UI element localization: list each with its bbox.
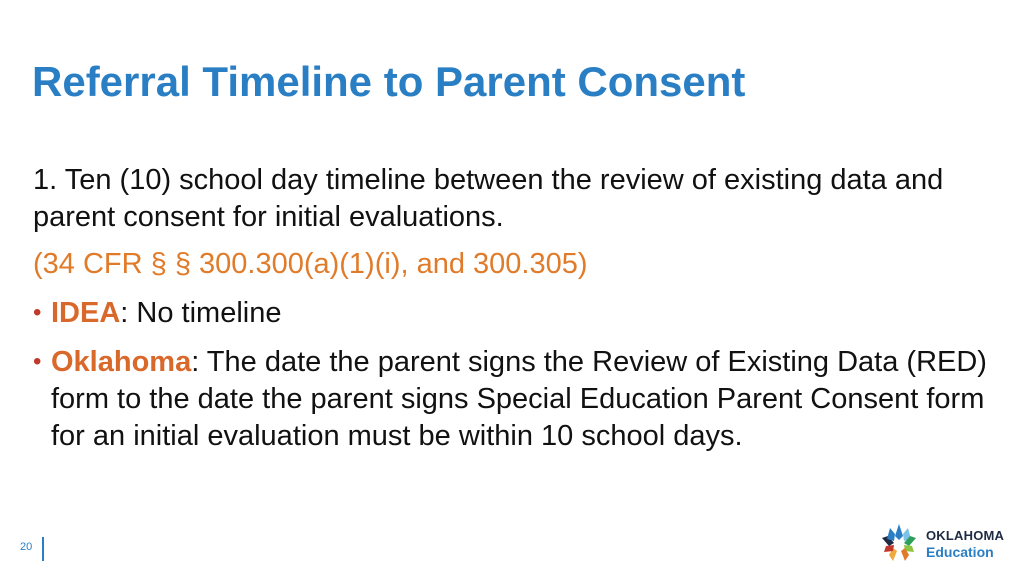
- regulation-citation: (34 CFR § § 300.300(a)(1)(i), and 300.305): [33, 248, 588, 280]
- oklahoma-education-logo: [878, 522, 1013, 566]
- bullet-term-idea: IDEA: [51, 297, 121, 329]
- slide-title: Referral Timeline to Parent Consent: [32, 58, 746, 105]
- timeline-paragraph: 1. Ten (10) school day timeline between the review of existing data and parent consent for initial evaluations.: [33, 164, 944, 233]
- bullet-term-oklahoma: Oklahoma: [51, 346, 192, 378]
- bullet-idea: [33, 295, 993, 332]
- bullet-oklahoma: [33, 344, 993, 455]
- logo-text-oklahoma: OKLAHOMA: [926, 528, 1005, 543]
- page-number: 20: [20, 541, 33, 553]
- logo-text-education: Education: [926, 544, 994, 560]
- slide-body: [33, 162, 993, 467]
- bullet-text-idea: : No timeline: [120, 297, 282, 329]
- bullet-dot-icon: •: [33, 299, 42, 326]
- bullet-dot-icon: •: [33, 348, 42, 375]
- bullet-text-oklahoma: : The date the parent signs the Review of Existing Data (RED) form to the date the parent signs Special Education Parent Consent form for an initial evaluation must be within 10 school days.: [51, 346, 987, 452]
- footer-divider: [42, 537, 44, 561]
- oklahoma-education-star-logo-icon: [878, 522, 920, 564]
